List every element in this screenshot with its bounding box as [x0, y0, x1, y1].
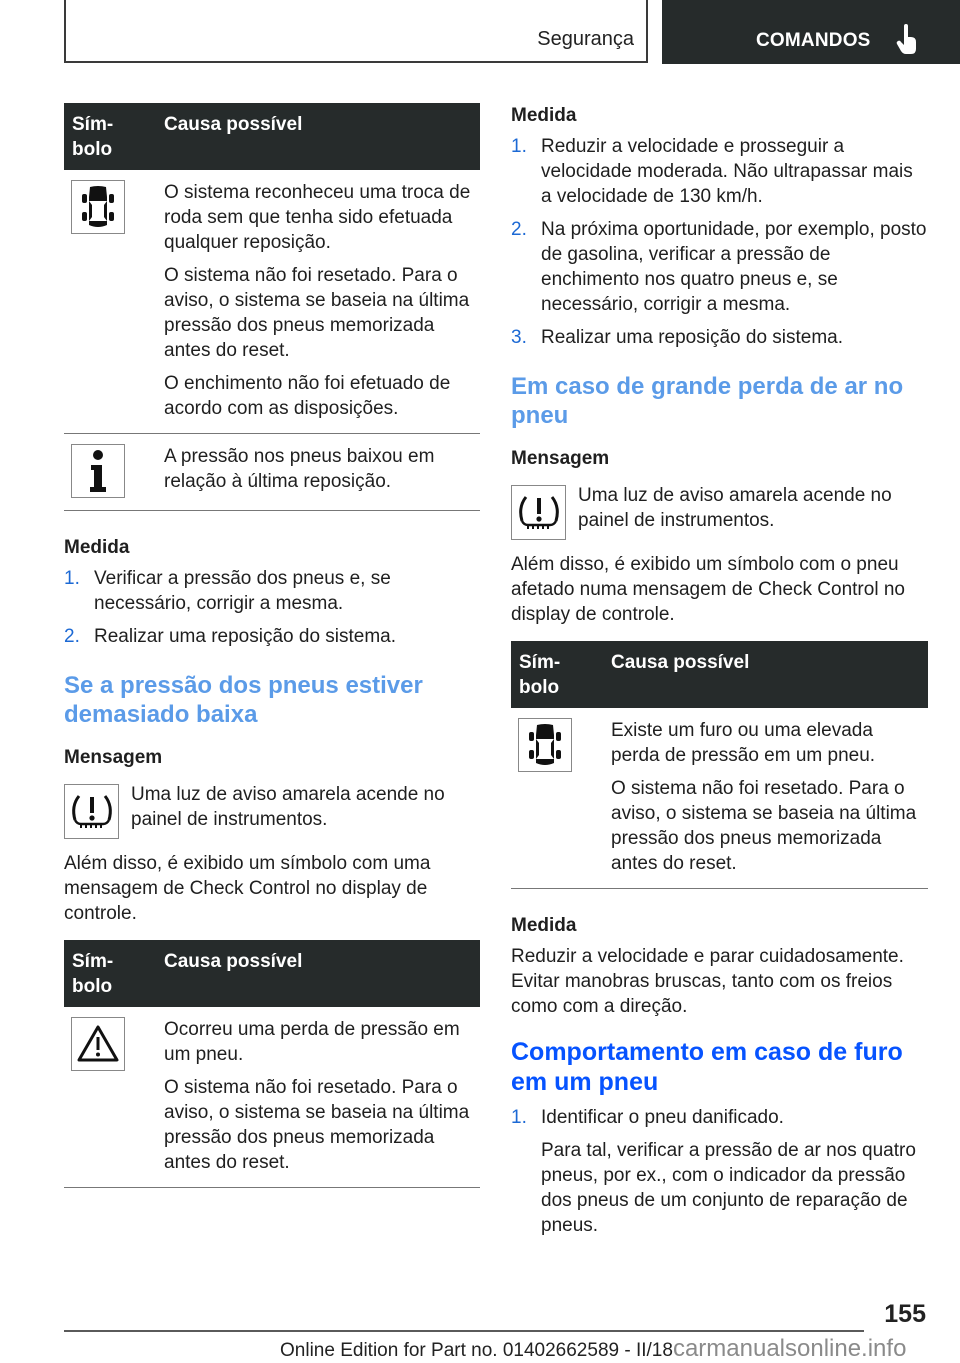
message-text: Uma luz de aviso amarela acende no painel de instrumentos. [578, 485, 892, 531]
car-tires-top-view-icon [71, 180, 125, 234]
col-header-cause: Causa possível [156, 103, 480, 170]
chapter-title: COMANDOS [756, 30, 871, 51]
page-number: 155 [884, 1300, 926, 1328]
col-header-cause: Causa possível [603, 641, 928, 708]
list-item: 2. Realizar uma reposição do sistema. [64, 626, 397, 647]
tire-pressure-warning-icon [64, 784, 119, 839]
col-header-symbol: Sím- bolo [511, 641, 603, 708]
col-header-symbol: Sím- bolo [64, 940, 156, 1007]
message-block [511, 483, 928, 540]
list-item: 2. Na próxima oportunidade, por exemplo, posto de gasolina, verificar a pressão de enchimento nos quatro pneus e, se necessário, corrigir a mesma. [511, 219, 927, 315]
pointing-hand-icon [896, 24, 918, 54]
cause-text: Ocorreu uma perda de pressão em um pneu. [164, 1019, 460, 1065]
cause-text: O sistema não foi resetado. Para o aviso, o sistema se baseia na última pressão dos pneus memorizada antes do reset. [164, 265, 470, 361]
table-row [511, 708, 928, 889]
cause-text: O enchimento não foi efetuado de acordo com as disposições. [164, 373, 451, 419]
cause-text: O sistema não foi resetado. Para o aviso, o sistema se baseia na última pressão dos pneus memorizada antes do reset. [164, 1077, 470, 1173]
cause-text: Existe um furo ou uma elevada perda de pressão em um pneu. [611, 720, 876, 766]
footer-divider [64, 1330, 864, 1332]
subheading-medida: Medida [511, 105, 577, 126]
body-text: Reduzir a velocidade e parar cuidadosamente. Evitar manobras bruscas, tanto com os freios como com a direção. [511, 946, 904, 1017]
cause-text: A pressão nos pneus baixou em relação à última reposição. [164, 446, 435, 492]
cause-text: O sistema não foi resetado. Para o aviso, o sistema se baseia na última pressão dos pneus memorizada antes do reset. [611, 778, 917, 874]
footer-edition: Online Edition for Part no. 01402662589 - II/18carmanualsonline.info [280, 1335, 907, 1362]
subheading-mensagem: Mensagem [511, 448, 610, 469]
list-item: 1. Identificar o pneu danificado. Para tal, verificar a pressão de ar nos quatro pneus, por ex., com o indicador da pressão dos pneus de um conjunto de reparação de pneus. [511, 1105, 928, 1238]
table-row [64, 434, 480, 511]
cause-text: O sistema reconheceu uma troca de roda sem que tenha sido efetuada qualquer reposição. [164, 182, 471, 253]
list-item: 1. Reduzir a velocidade e prosseguir a velocidade moderada. Não ultrapassar mais a velocidade de 130 km/h. [511, 136, 913, 207]
message-text: Uma luz de aviso amarela acende no painel de instrumentos. [131, 784, 445, 830]
steps-list [511, 1105, 928, 1238]
watermark: carmanualsonline.info [672, 1335, 907, 1362]
steps-list [64, 566, 480, 649]
subheading-medida: Medida [64, 537, 130, 558]
left-column [64, 103, 480, 1188]
step-detail: Para tal, verificar a pressão de ar nos quatro pneus, por ex., com o indicador da pressão dos pneus de um conjunto de reparação de pneus. [541, 1140, 916, 1236]
table-row [64, 1007, 480, 1188]
table-row [64, 170, 480, 434]
right-column [511, 103, 928, 1246]
body-text: Além disso, é exibido um símbolo com uma mensagem de Check Control no display de controle. [64, 853, 431, 924]
warning-triangle-icon [71, 1017, 125, 1071]
symbol-table-3 [511, 641, 928, 889]
header-section-tab [64, 0, 648, 63]
symbol-table-2 [64, 940, 480, 1188]
col-header-cause: Causa possível [156, 940, 480, 1007]
car-tires-top-view-icon [518, 718, 572, 772]
info-icon [71, 444, 125, 498]
symbol-table-1 [64, 103, 480, 511]
header-chapter-tab [662, 0, 960, 64]
subheading-mensagem: Mensagem [64, 747, 163, 768]
col-header-symbol: Sím- bolo [64, 103, 156, 170]
section-heading: Em caso de grande perda de ar no pneu [511, 373, 904, 429]
list-item: 1. Verificar a pressão dos pneus e, se necessário, corrigir a mesma. [64, 568, 391, 614]
message-block [64, 782, 480, 839]
section-heading: Comportamento em caso de furo em um pneu [511, 1038, 903, 1096]
tire-pressure-warning-icon [511, 485, 566, 540]
section-title: Segurança [537, 28, 634, 50]
list-item: 3. Realizar uma reposição do sistema. [511, 327, 844, 348]
body-text: Além disso, é exibido um símbolo com o pneu afetado numa mensagem de Check Control no display de controle. [511, 554, 905, 625]
steps-list [511, 134, 928, 350]
section-heading: Se a pressão dos pneus estiver demasiado baixa [64, 672, 423, 728]
subheading-medida: Medida [511, 915, 577, 936]
